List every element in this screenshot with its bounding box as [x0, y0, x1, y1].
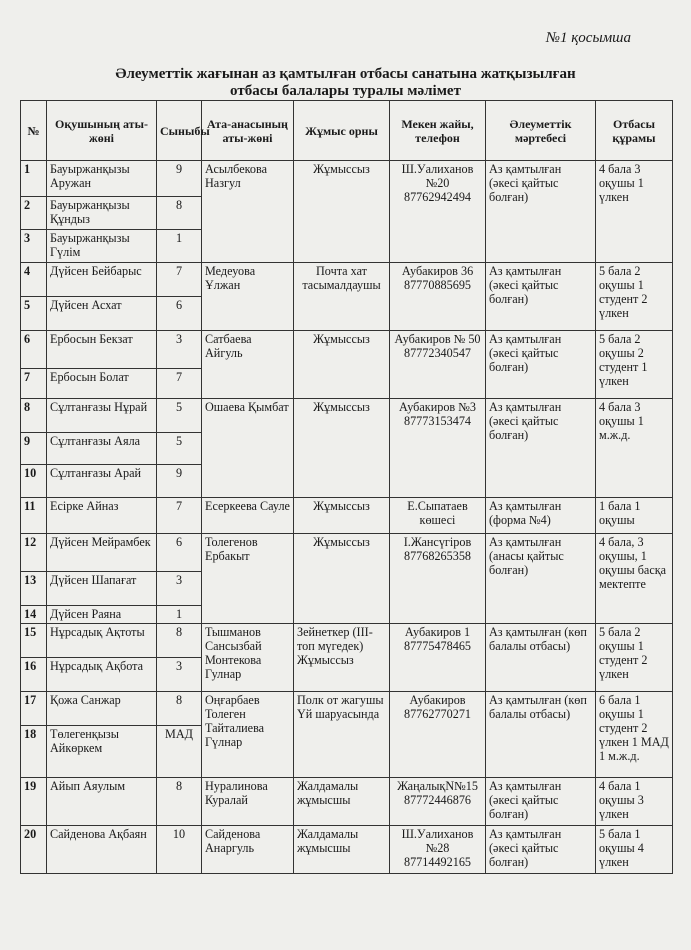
address-phone: Аубакиров 87762770271	[390, 692, 486, 778]
job: Жұмыссыз	[294, 534, 390, 624]
title-line-1: Әлеуметтік жағынан аз қамтылған отбасы санатына жатқызылған	[115, 66, 576, 82]
job: Жұмыссыз	[294, 331, 390, 399]
student-grade: 7	[157, 498, 202, 534]
table-row	[21, 778, 673, 826]
parent-name: Асылбекова Назгул	[202, 161, 294, 263]
parent-name: Есеркеева Сауле	[202, 498, 294, 534]
social-status: Аз қамтылған (әкесі қайтыс болған)	[486, 331, 596, 399]
row-num: 7	[21, 369, 47, 399]
student-name: Дүйсен Мейрамбек	[47, 534, 157, 572]
student-grade: 8	[157, 778, 202, 826]
parent-name: Толегенов Ербакыт	[202, 534, 294, 624]
student-grade: 8	[157, 624, 202, 658]
social-status: Аз қамтылған (форма №4)	[486, 498, 596, 534]
table-header-row	[21, 101, 673, 161]
student-grade: МАД	[157, 726, 202, 778]
student-name: Төлегенқызы Айкөркем	[47, 726, 157, 778]
student-name: Айып Аяулым	[47, 778, 157, 826]
table-row	[21, 498, 673, 534]
student-name: Дүйсен Раяна	[47, 606, 157, 624]
student-name: Ербосын Болат	[47, 369, 157, 399]
header-family: Отбасы құрамы	[596, 101, 673, 161]
row-num: 16	[21, 658, 47, 692]
table-row	[21, 826, 673, 874]
students-table	[20, 100, 673, 874]
row-num: 14	[21, 606, 47, 624]
table-row	[21, 692, 673, 726]
address-phone: Аубакиров № 50 87772340547	[390, 331, 486, 399]
student-grade: 9	[157, 465, 202, 498]
parent-name: Тышманов Сансызбай Монтекова Гулнар	[202, 624, 294, 692]
address-phone: Ш.Уалиханов №28 87714492165	[390, 826, 486, 874]
family-composition: 4 бала 1 оқушы 3 үлкен	[596, 778, 673, 826]
row-num: 6	[21, 331, 47, 369]
social-status: Аз қамтылған (әкесі қайтыс болған)	[486, 263, 596, 331]
family-composition: 4 бала 3 оқушы 1 м.ж.д.	[596, 399, 673, 498]
row-num: 8	[21, 399, 47, 433]
job: Полк от жагушы Үй шаруасында	[294, 692, 390, 778]
student-grade: 5	[157, 399, 202, 433]
job: Зейнеткер (ІІІ-топ мүгедек) Жұмыссыз	[294, 624, 390, 692]
social-status: Аз қамтылған (анасы қайтыс болған)	[486, 534, 596, 624]
row-num: 9	[21, 433, 47, 465]
parent-name: Нуралинова Куралай	[202, 778, 294, 826]
job: Жұмыссыз	[294, 161, 390, 263]
job: Жалдамалы жұмысшы	[294, 826, 390, 874]
parent-name: Сайденова Анаргуль	[202, 826, 294, 874]
header-parent: Ата-анасының аты-жөні	[202, 101, 294, 161]
student-grade: 3	[157, 658, 202, 692]
row-num: 4	[21, 263, 47, 297]
student-name: Бауыржанқызы Гүлім	[47, 230, 157, 263]
job: Почта хат тасымалдаушы	[294, 263, 390, 331]
header-status: Әлеуметтік мәртебесі	[486, 101, 596, 161]
student-name: Бауыржанқызы Аружан	[47, 161, 157, 197]
family-composition: 4 бала 3 оқушы 1 үлкен	[596, 161, 673, 263]
student-grade: 6	[157, 534, 202, 572]
student-grade: 9	[157, 161, 202, 197]
family-composition: 6 бала 1 оқушы 1 студент 2 үлкен 1 МАД 1 м.ж.д.	[596, 692, 673, 778]
student-grade: 7	[157, 369, 202, 399]
row-num: 2	[21, 197, 47, 230]
student-name: Дүйсен Бейбарыс	[47, 263, 157, 297]
student-name: Дүйсен Шапағат	[47, 572, 157, 606]
title-line-2: отбасы балалары туралы мәлімет	[230, 83, 461, 99]
row-num: 3	[21, 230, 47, 263]
table-row	[21, 263, 673, 297]
family-composition: 5 бала 2 оқушы 1 студент 2 үлкен	[596, 263, 673, 331]
header-grade: Сыныбы	[157, 101, 202, 161]
student-grade: 8	[157, 197, 202, 230]
family-composition: 5 бала 1 оқушы 4 үлкен	[596, 826, 673, 874]
address-phone: Е.Сыпатаев көшесі	[390, 498, 486, 534]
row-num: 20	[21, 826, 47, 874]
header-student: Оқушының аты-жөні	[47, 101, 157, 161]
row-num: 1	[21, 161, 47, 197]
header-num: №	[21, 101, 47, 161]
social-status: Аз қамтылған (әкесі қайтыс болған)	[486, 399, 596, 498]
row-num: 5	[21, 297, 47, 331]
address-phone: Аубакиров 36 87770885695	[390, 263, 486, 331]
student-name: Ербосын Бекзат	[47, 331, 157, 369]
table-row	[21, 399, 673, 433]
row-num: 18	[21, 726, 47, 778]
student-grade: 1	[157, 606, 202, 624]
social-status: Аз қамтылған (көп балалы отбасы)	[486, 692, 596, 778]
student-grade: 8	[157, 692, 202, 726]
table-row	[21, 624, 673, 658]
student-name: Сұлтанғазы Нұрай	[47, 399, 157, 433]
header-address: Мекен жайы, телефон	[390, 101, 486, 161]
student-name: Нұрсадық Ақбота	[47, 658, 157, 692]
address-phone: ЖаңалықN№15 87772446876	[390, 778, 486, 826]
student-name: Бауыржанқызы Құндыз	[47, 197, 157, 230]
job: Жалдамалы жұмысшы	[294, 778, 390, 826]
student-grade: 6	[157, 297, 202, 331]
parent-name: Ошаева Қымбат	[202, 399, 294, 498]
student-name: Есірке Айназ	[47, 498, 157, 534]
student-name: Қожа Санжар	[47, 692, 157, 726]
student-grade: 10	[157, 826, 202, 874]
address-phone: Ш.Уалиханов №20 87762942494	[390, 161, 486, 263]
address-phone: Аубакиров 1 87775478465	[390, 624, 486, 692]
student-name: Сұлтанғазы Арай	[47, 465, 157, 498]
social-status: Аз қамтылған (көп балалы отбасы)	[486, 624, 596, 692]
row-num: 10	[21, 465, 47, 498]
row-num: 17	[21, 692, 47, 726]
job: Жұмыссыз	[294, 399, 390, 498]
student-name: Дүйсен Асхат	[47, 297, 157, 331]
table-row	[21, 161, 673, 197]
parent-name: Сатбаева Айгуль	[202, 331, 294, 399]
parent-name: Оңғарбаев Толеген Тайталиева Гүлнар	[202, 692, 294, 778]
row-num: 11	[21, 498, 47, 534]
student-name: Сұлтанғазы Аяла	[47, 433, 157, 465]
job: Жұмыссыз	[294, 498, 390, 534]
table-row	[21, 534, 673, 572]
family-composition: 5 бала 2 оқушы 1 студент 2 үлкен	[596, 624, 673, 692]
student-grade: 7	[157, 263, 202, 297]
appendix-label: №1 қосымша	[545, 30, 631, 46]
table-row	[21, 331, 673, 369]
student-name: Сайденова Ақбаян	[47, 826, 157, 874]
social-status: Аз қамтылған (әкесі қайтыс болған)	[486, 826, 596, 874]
student-grade: 3	[157, 331, 202, 369]
row-num: 19	[21, 778, 47, 826]
address-phone: Аубакиров №3 87773153474	[390, 399, 486, 498]
row-num: 13	[21, 572, 47, 606]
student-grade: 1	[157, 230, 202, 263]
document-title	[0, 66, 691, 100]
family-composition: 5 бала 2 оқушы 2 студент 1 үлкен	[596, 331, 673, 399]
student-grade: 3	[157, 572, 202, 606]
social-status: Аз қамтылған (әкесі қайтыс болған)	[486, 778, 596, 826]
student-name: Нұрсадық Ақтоты	[47, 624, 157, 658]
row-num: 15	[21, 624, 47, 658]
address-phone: І.Жансүгіров 87768265358	[390, 534, 486, 624]
header-job: Жұмыс орны	[294, 101, 390, 161]
parent-name: Медеуова Ұлжан	[202, 263, 294, 331]
family-composition: 4 бала, 3 оқушы, 1 оқушы басқа мектепте	[596, 534, 673, 624]
row-num: 12	[21, 534, 47, 572]
social-status: Аз қамтылған (әкесі қайтыс болған)	[486, 161, 596, 263]
family-composition: 1 бала 1 оқушы	[596, 498, 673, 534]
student-grade: 5	[157, 433, 202, 465]
